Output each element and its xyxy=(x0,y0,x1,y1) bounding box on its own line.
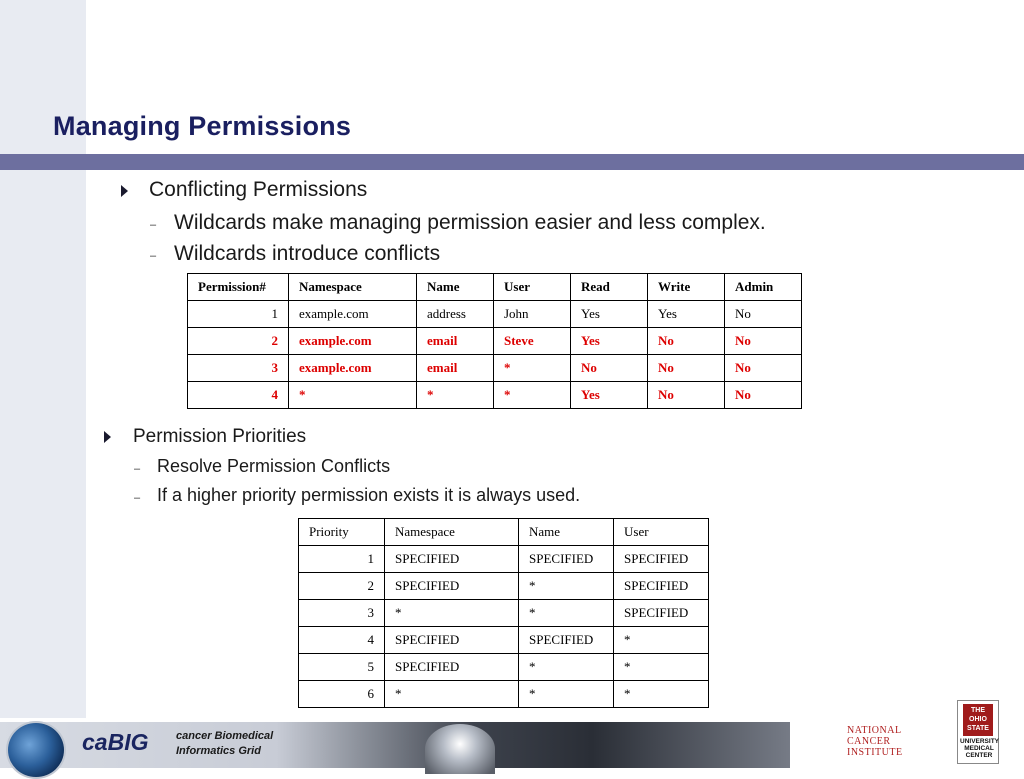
table-cell: 6 xyxy=(299,681,385,708)
table-cell: * xyxy=(614,627,709,654)
table-header-row xyxy=(188,274,802,301)
dash-bullet-icon: – xyxy=(134,492,141,504)
table-cell: example.com xyxy=(289,328,417,355)
table-cell: 4 xyxy=(299,627,385,654)
osu-medical-center-logo xyxy=(957,700,999,764)
cabig-tagline xyxy=(176,729,273,759)
table-cell: * xyxy=(494,355,571,382)
header-cell: Namespace xyxy=(289,274,417,301)
table-cell: SPECIFIED xyxy=(385,546,519,573)
table-cell: example.com xyxy=(289,355,417,382)
table-cell: SPECIFIED xyxy=(519,546,614,573)
dome-graphic-icon xyxy=(425,724,495,774)
header-cell: User xyxy=(494,274,571,301)
table-cell: John xyxy=(494,301,571,328)
table-cell: * xyxy=(417,382,494,409)
cabig-logo: caBIG xyxy=(82,729,149,755)
bullet-wildcards-conflicts: Wildcards introduce conflicts xyxy=(174,242,441,265)
table-cell: * xyxy=(289,382,417,409)
table-cell: SPECIFIED xyxy=(614,573,709,600)
table-cell: 3 xyxy=(188,355,289,382)
osu-text xyxy=(960,738,998,759)
header-cell: User xyxy=(614,519,709,546)
table-cell: No xyxy=(725,301,802,328)
dash-bullet-icon: – xyxy=(150,219,157,231)
table-row-highlighted xyxy=(188,382,802,409)
table-row xyxy=(299,681,709,708)
header-cell: Name xyxy=(519,519,614,546)
globe-logo-icon xyxy=(6,721,66,779)
table-cell: 1 xyxy=(299,546,385,573)
nci-line: CANCER xyxy=(847,736,891,747)
table-row xyxy=(299,546,709,573)
slide-title: Managing Permissions xyxy=(53,111,352,141)
osu-line: MEDICAL xyxy=(964,745,994,752)
table-cell: No xyxy=(725,355,802,382)
header-cell: Read xyxy=(571,274,648,301)
table-cell: 1 xyxy=(188,301,289,328)
table-cell: No xyxy=(571,355,648,382)
table-cell: SPECIFIED xyxy=(614,546,709,573)
table-cell: address xyxy=(417,301,494,328)
table-cell: SPECIFIED xyxy=(614,600,709,627)
table-cell: Yes xyxy=(571,382,648,409)
nci-line: INSTITUTE xyxy=(847,747,903,758)
table-row-highlighted xyxy=(188,328,802,355)
header-cell: Write xyxy=(648,274,725,301)
table-row xyxy=(299,573,709,600)
dash-bullet-icon: – xyxy=(134,463,141,475)
bullet-arrow-icon xyxy=(121,185,128,197)
header-cell: Name xyxy=(417,274,494,301)
table-cell: * xyxy=(614,681,709,708)
header-cell: Priority xyxy=(299,519,385,546)
table-cell: * xyxy=(519,654,614,681)
table-cell: No xyxy=(725,328,802,355)
table-cell: 2 xyxy=(299,573,385,600)
osu-line: CENTER xyxy=(965,752,993,759)
table-cell: Yes xyxy=(571,328,648,355)
table-cell: * xyxy=(494,382,571,409)
table-cell: 2 xyxy=(188,328,289,355)
bullet-wildcards-easier: Wildcards make managing permission easier and less complex. xyxy=(174,211,766,234)
table-cell: SPECIFIED xyxy=(385,654,519,681)
table-cell: example.com xyxy=(289,301,417,328)
section-heading-priorities: Permission Priorities xyxy=(133,426,307,447)
table-cell: Steve xyxy=(494,328,571,355)
dash-bullet-icon: – xyxy=(150,250,157,262)
table-row xyxy=(188,301,802,328)
table-cell: * xyxy=(519,573,614,600)
table-cell: * xyxy=(519,600,614,627)
table-cell: email xyxy=(417,355,494,382)
table-cell: No xyxy=(648,355,725,382)
table-row xyxy=(299,600,709,627)
bullet-higher-priority: If a higher priority permission exists it is always used. xyxy=(157,485,581,505)
osu-line: UNIVERSITY xyxy=(960,738,1000,745)
nci-logo xyxy=(847,725,903,758)
table-cell: * xyxy=(519,681,614,708)
table-cell: 5 xyxy=(299,654,385,681)
section-heading-conflicting: Conflicting Permissions xyxy=(149,178,368,201)
table-cell: SPECIFIED xyxy=(385,627,519,654)
bullet-arrow-icon xyxy=(104,431,111,443)
nci-line: NATIONAL xyxy=(847,725,902,736)
table-row xyxy=(299,654,709,681)
table-cell: No xyxy=(725,382,802,409)
table-cell: Yes xyxy=(648,301,725,328)
table-row xyxy=(299,627,709,654)
header-cell: Permission# xyxy=(188,274,289,301)
tagline-line-1: cancer Biomedical xyxy=(176,730,274,742)
table-cell: No xyxy=(648,328,725,355)
osu-seal-icon: THE OHIO STATE xyxy=(963,704,993,736)
bullet-resolve-conflicts: Resolve Permission Conflicts xyxy=(157,456,391,476)
table-cell: SPECIFIED xyxy=(519,627,614,654)
table-row-highlighted xyxy=(188,355,802,382)
table-cell: SPECIFIED xyxy=(385,573,519,600)
table-cell: Yes xyxy=(571,301,648,328)
permissions-table xyxy=(187,273,802,409)
table-cell: * xyxy=(385,600,519,627)
table-cell: * xyxy=(614,654,709,681)
table-cell: email xyxy=(417,328,494,355)
header-cell: Namespace xyxy=(385,519,519,546)
table-header-row xyxy=(299,519,709,546)
table-cell: 3 xyxy=(299,600,385,627)
table-cell: * xyxy=(385,681,519,708)
tagline-line-2: Informatics Grid xyxy=(176,745,261,757)
table-cell: 4 xyxy=(188,382,289,409)
title-underline-bar xyxy=(0,154,1024,170)
table-cell: No xyxy=(648,382,725,409)
header-cell: Admin xyxy=(725,274,802,301)
priority-table xyxy=(298,518,709,708)
